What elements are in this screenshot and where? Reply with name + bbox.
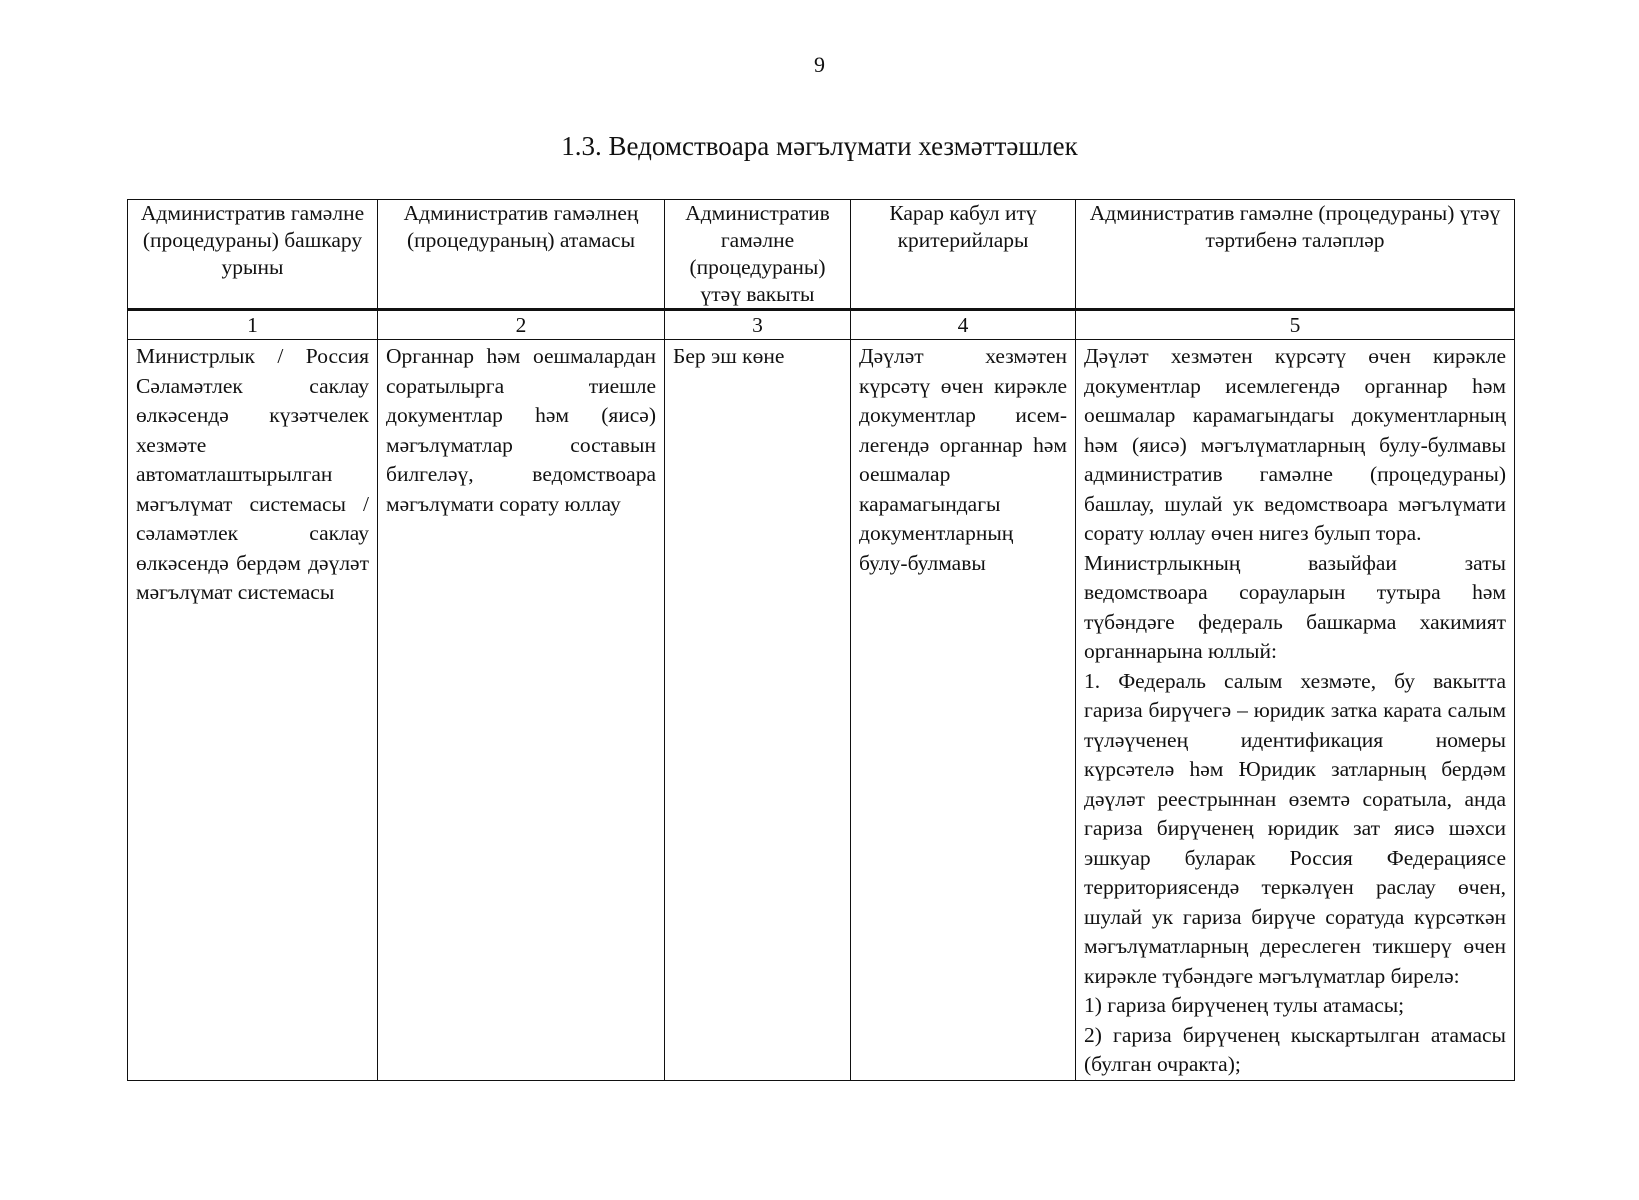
column-number: 1 bbox=[128, 310, 378, 340]
header-term: Административ гамәлне (процедураны) үтәү вакыты bbox=[665, 200, 851, 310]
requirements-paragraph: Министрлыкның вазыйфаи заты ведомствоара сорауларын тутыра һәм түбәндәге федераль башкарма хакимият органнарына юллый: bbox=[1084, 550, 1506, 663]
column-number: 3 bbox=[665, 310, 851, 340]
table-row bbox=[128, 340, 1515, 1081]
column-number: 2 bbox=[378, 310, 665, 340]
requirements-list-item: 2) гариза бирүченең кыскартылган атамасы (булган очракта); bbox=[1084, 1022, 1506, 1076]
cell-name: Органнар һәм оешмалардан соратылырга тиешле документлар һәм (яисә) мәгълүматлар составын билгеләү, ведомствоара мәгълүмати сорату юллау bbox=[378, 340, 665, 1081]
cell-requirements bbox=[1076, 340, 1515, 1081]
header-requirements: Административ гамәлне (процедураны) үтәү тәртибенә таләпләр bbox=[1076, 200, 1515, 310]
cell-criteria: Дәүләт хезмәтен күрсәтү өчен кирәкле документлар исем-легендә органнар һәм оешмалар карамагындагы документларның булу-булмавы bbox=[851, 340, 1076, 1081]
column-number: 5 bbox=[1076, 310, 1515, 340]
requirements-list-item: 1) гариза бирүченең тулы атамасы; bbox=[1084, 993, 1405, 1017]
requirements-paragraph: Дәүләт хезмәтен күрсәтү өчен кирәкле документлар исемлегендә органнар һәм оешмалар карамагындагы документларның һәм (яисә) мәгълүматларның булу-булмавы административ гамәлне (процедураны) башлау, шулай ук ведомствоара мәгълүмати сорату юллау өчен нигез булып тора. bbox=[1084, 344, 1506, 545]
cell-term: Бер эш көне bbox=[665, 340, 851, 1081]
section-title: 1.3. Ведомствоара мәгълүмати хезмәттәшлек bbox=[561, 131, 1078, 161]
header-row bbox=[128, 200, 1515, 310]
cell-place: Министрлык / Россия Сәламәтлек саклау өлкәсендә күзәтчелек хезмәте автоматлаштырылган мәгълүмат системасы / сәламәтлек саклау өлкәсендә бердәм дәүләт мәгълүмат системасы bbox=[128, 340, 378, 1081]
header-place: Административ гамәлне (процедураны) башкару урыны bbox=[128, 200, 378, 310]
page-number: 9 bbox=[814, 52, 825, 77]
column-number-row bbox=[128, 310, 1515, 340]
header-criteria: Карар кабул итү критерийлары bbox=[851, 200, 1076, 310]
header-name: Административ гамәлнең (процедураның) атамасы bbox=[378, 200, 665, 310]
procedure-table bbox=[127, 199, 1515, 1081]
column-number: 4 bbox=[851, 310, 1076, 340]
requirements-paragraph: 1. Федераль салым хезмәте, бу вакытта гариза бирүчегә – юридик затка карата салым түләүченең идентификация номеры күрсәтелә һәм Юридик затларның бердәм дәүләт реестрыннан өземтә соратыла, анда гариза бирүченең юридик зат яисә шәхси эшкуар буларак Россия Федерациясе территориясендә теркәлүен раслау өчен, шулай ук гариза бирүче соратуда күрсәткән мәгълүматларның дереслеген тикшерү өчен кирәкле түбәндәге мәгълүматлар бирелә: bbox=[1084, 668, 1506, 988]
